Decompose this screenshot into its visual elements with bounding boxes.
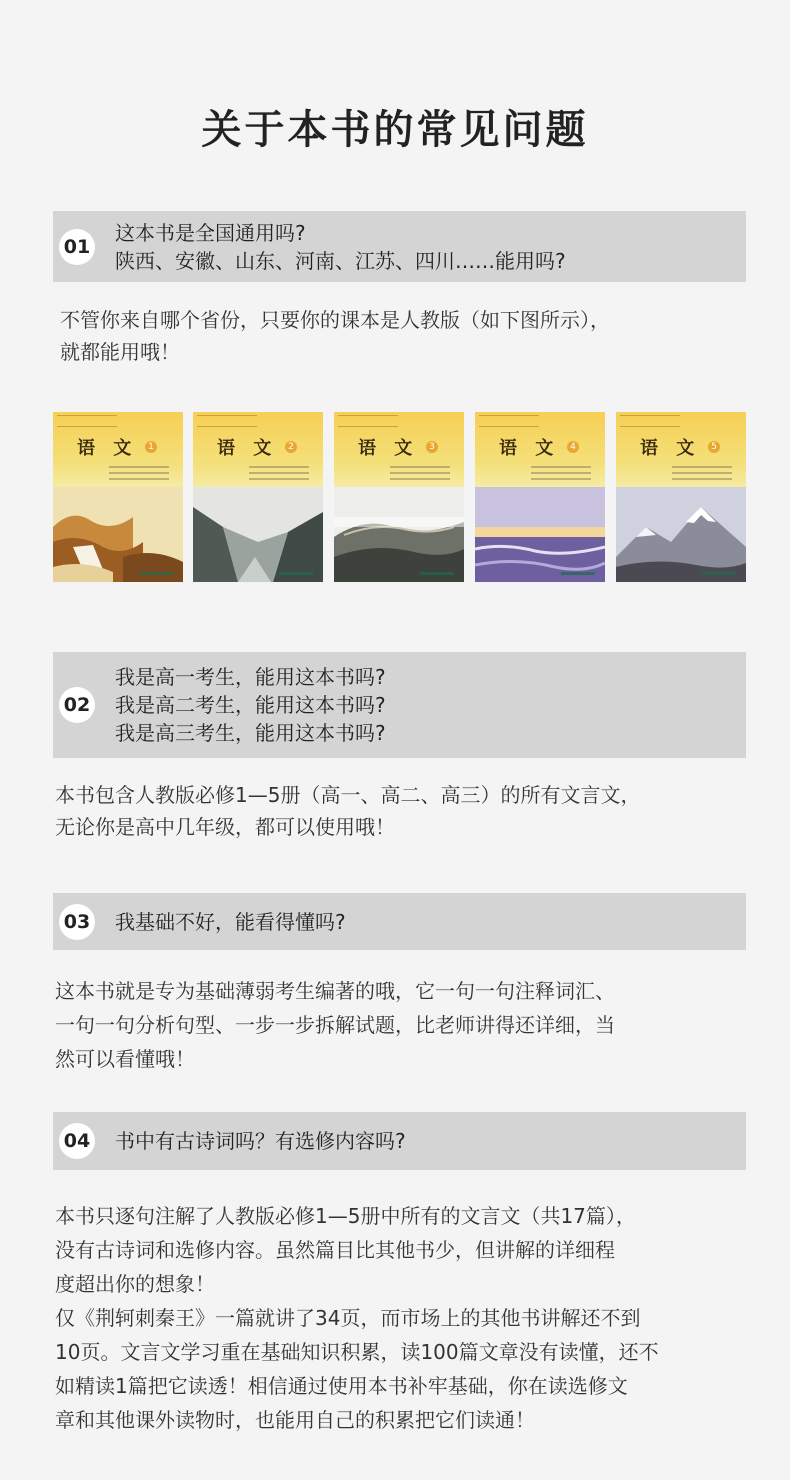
book-title: 语 文 [77, 438, 138, 459]
faq-answer [60, 304, 610, 368]
book-title: 语 文 [499, 438, 560, 459]
snow-mountain-image [616, 487, 746, 582]
question-number-badge: 04 [59, 1123, 95, 1159]
seascape-image [475, 487, 605, 582]
answer-line: 就都能用哦！ [60, 340, 180, 364]
question-line: 书中有古诗词吗？有选修内容吗? [115, 1129, 406, 1153]
book-volume: 3 [426, 441, 438, 453]
question-text [115, 908, 346, 936]
question-text [115, 219, 566, 275]
faq-question-bar [53, 893, 746, 950]
answer-line: 本书包含人教版必修1—5册（高一、高二、高三）的所有文言文， [55, 783, 641, 807]
answer-line: 然可以看懂哦！ [55, 1047, 195, 1071]
gorge-image [193, 487, 323, 582]
question-line: 这本书是全国通用吗? [115, 220, 306, 245]
question-line: 我是高三考生，能用这本书吗? [115, 721, 386, 745]
textbook-cover [53, 412, 183, 582]
textbook-cover [475, 412, 605, 582]
answer-line: 仅《荆轲刺秦王》一篇就讲了34页，而市场上的其他书讲解还不到 [55, 1306, 641, 1330]
book-volume: 2 [285, 441, 297, 453]
book-volume: 1 [145, 441, 157, 453]
book-title: 语 文 [640, 438, 701, 459]
faq-question-bar [53, 1112, 746, 1170]
great-wall-image [334, 487, 464, 582]
faq-question-bar [53, 211, 746, 282]
textbook-covers [53, 412, 746, 582]
answer-line: 10页。文言文学习重在基础知识积累，读100篇文章没有读懂，还不 [55, 1340, 659, 1364]
question-line: 陕西、安徽、山东、河南、江苏、四川……能用吗? [115, 248, 566, 273]
faq-answer [55, 974, 615, 1076]
question-text [115, 663, 386, 747]
answer-line: 这本书就是专为基础薄弱考生编著的哦，它一句一句注释词汇、 [55, 979, 615, 1003]
faq-question-bar [53, 652, 746, 758]
question-line: 我是高二考生，能用这本书吗? [115, 693, 386, 717]
answer-line: 一句一句分析句型、一步一步拆解试题，比老师讲得还详细，当 [55, 1013, 615, 1037]
page-title: 关于本书的常见问题 [201, 107, 589, 153]
faq-answer [55, 1199, 659, 1437]
book-volume: 4 [567, 441, 579, 453]
book-volume: 5 [708, 441, 720, 453]
question-number-badge: 03 [59, 904, 95, 940]
waterfall-image [53, 487, 183, 582]
textbook-cover [193, 412, 323, 582]
question-number-badge: 02 [59, 687, 95, 723]
answer-line: 无论你是高中几年级，都可以使用哦！ [55, 815, 395, 839]
question-line: 我是高一考生，能用这本书吗? [115, 665, 386, 689]
answer-line: 度超出你的想象！ [55, 1272, 215, 1296]
answer-line: 本书只逐句注解了人教版必修1—5册中所有的文言文（共17篇）， [55, 1204, 636, 1228]
question-text [115, 1127, 406, 1155]
answer-line: 章和其他课外读物时，也能用自己的积累把它们读通！ [55, 1408, 535, 1432]
answer-line: 不管你来自哪个省份，只要你的课本是人教版（如下图所示）， [60, 308, 610, 332]
book-title: 语 文 [358, 438, 419, 459]
textbook-cover [334, 412, 464, 582]
faq-answer [55, 779, 640, 843]
question-number-badge: 01 [59, 229, 95, 265]
answer-line: 没有古诗词和选修内容。虽然篇目比其他书少，但讲解的详细程 [55, 1238, 615, 1262]
question-line: 我基础不好，能看得懂吗? [115, 909, 346, 934]
book-title: 语 文 [217, 438, 278, 459]
textbook-cover [616, 412, 746, 582]
answer-line: 如精读1篇把它读透！相信通过使用本书补牢基础，你在读选修文 [55, 1374, 628, 1398]
